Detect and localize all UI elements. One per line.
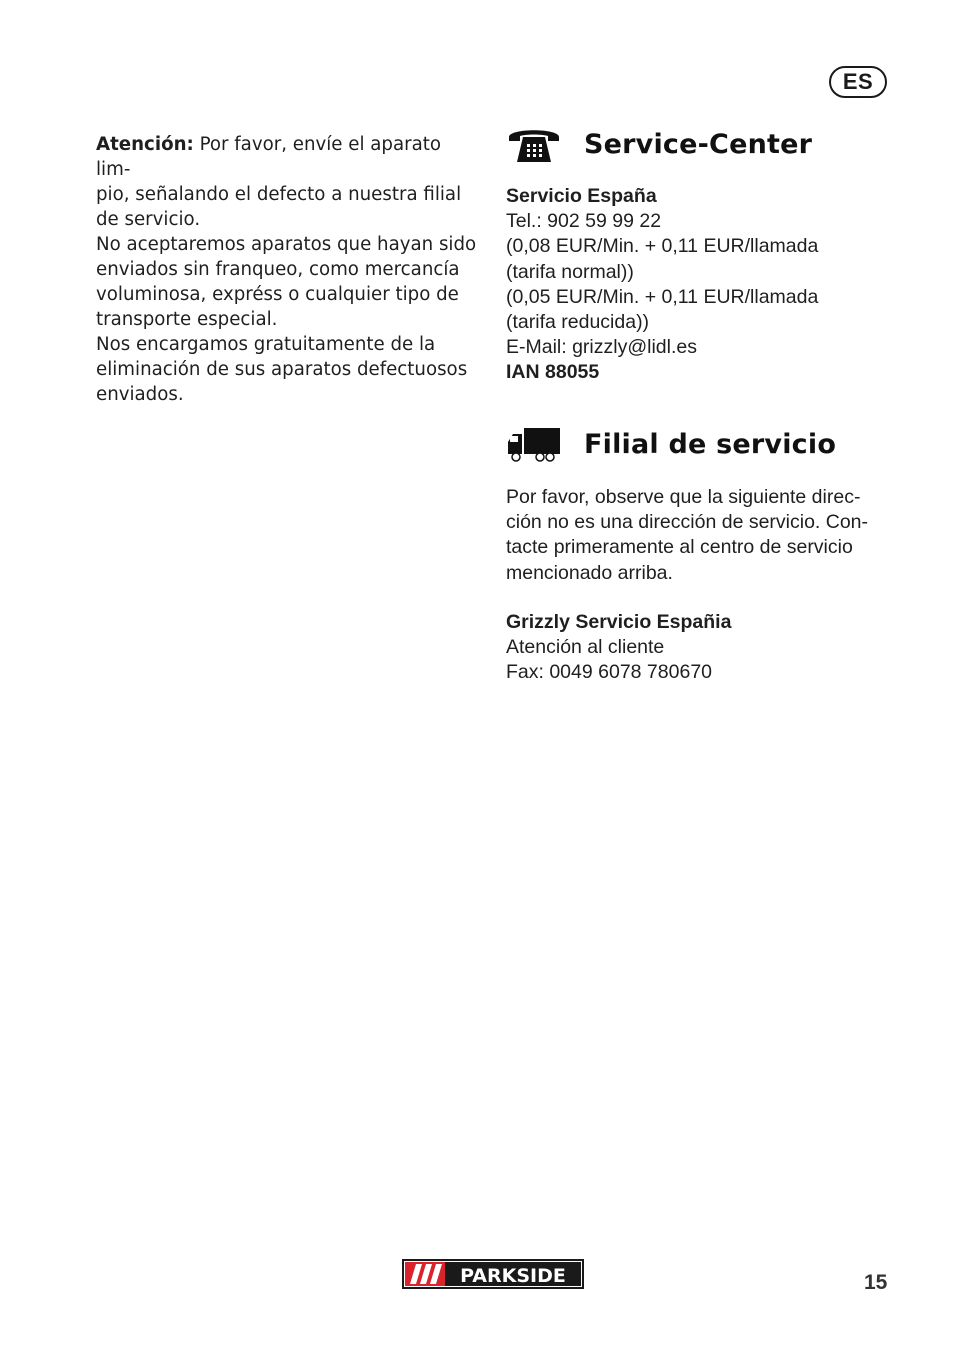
brand-text: PARKSIDE (460, 1265, 566, 1287)
service-branch-heading (506, 424, 836, 464)
notice-line: enviados sin franqueo, como mercancía (96, 259, 460, 280)
notice-line: pio, señalando el defecto a nuestra filial (96, 184, 462, 205)
notice-line: eliminación de sus aparatos defectuosos (96, 359, 468, 380)
parkside-logo (402, 1259, 584, 1289)
company-name: Grizzly Servicio Españia (506, 611, 732, 633)
notice-line: mencionado arriba. (506, 561, 673, 584)
return-notice (96, 132, 478, 407)
notice-line: transporte especial. (96, 309, 278, 330)
service-branch-title: Filial de servicio (584, 428, 837, 460)
notice-line: Por favor, observe que la siguiente direc- (506, 486, 861, 508)
fax-number: Fax: 0049 6078 780670 (506, 661, 713, 684)
service-center-heading (506, 124, 812, 164)
notice-line: No aceptaremos aparatos que hayan sido (96, 234, 477, 255)
page-number: 15 (864, 1271, 888, 1294)
notice-first-line (96, 132, 478, 182)
warning-text: Por favor, envíe el aparato lim- (96, 134, 442, 180)
branch-address (506, 610, 906, 686)
phone-number: Tel.: 902 59 99 22 (506, 210, 662, 233)
rate-line: (0,08 EUR/Min. + 0,11 EUR/llamada (506, 235, 819, 258)
notice-line: tacte primeramente al centro de servicio (506, 536, 853, 559)
rate-line: (tarifa reducida)) (506, 311, 650, 334)
service-heading: Servicio España (506, 185, 657, 207)
service-center-title: Service-Center (584, 128, 813, 160)
branch-notice (506, 485, 906, 586)
notice-line: enviados. (96, 384, 184, 405)
telephone-icon (506, 124, 562, 164)
notice-line: voluminosa, expréss o cualquier tipo de (96, 284, 459, 305)
service-contact (506, 184, 906, 386)
notice-line: de servicio. (96, 209, 201, 230)
rate-line: (0,05 EUR/Min. + 0,11 EUR/llamada (506, 285, 819, 308)
truck-icon (506, 424, 562, 464)
language-badge: ES (829, 66, 887, 98)
rate-line: (tarifa normal)) (506, 260, 634, 283)
notice-line: Nos encargamos gratuitamente de la (96, 334, 436, 355)
department: Atención al cliente (506, 636, 665, 659)
ian-number: IAN 88055 (506, 361, 600, 384)
email: E-Mail: grizzly@lidl.es (506, 336, 697, 359)
notice-line: ción no es una dirección de servicio. Con- (506, 511, 869, 534)
warning-label: Atención: (96, 134, 194, 155)
